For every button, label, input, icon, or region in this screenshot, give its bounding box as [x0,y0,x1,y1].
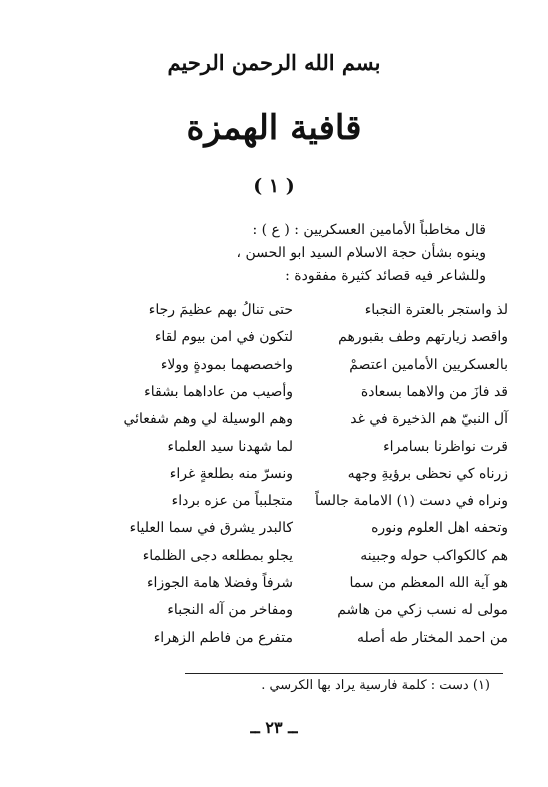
verse-second-hemistich: ونسرّ منه بطلعةٍ غراء [169,465,293,482]
verse-line [88,520,508,542]
footnote: (١) دست : كلمة فارسية يراد بها الكرسي . [261,678,490,693]
verse-first-hemistich: هم كالكواكب حوله وجبينه [360,547,508,564]
verse-line [88,630,508,652]
intro-line: وللشاعر فيه قصائد كثيرة مفقودة : [285,268,486,284]
page-number: ــ ٢٣ ــ [250,718,298,737]
verse-line [88,548,508,570]
verse-first-hemistich: آل النبيّ هم الذخيرة في غد [350,411,508,428]
verse-line [88,357,508,379]
verse-first-hemistich: قرت نواظرنا بسامراء [383,438,508,455]
verse-line [88,493,508,515]
footnote-divider [185,673,503,674]
verse-second-hemistich: وأصيب من عاداهما بشقاء [144,383,293,400]
verse-line [88,575,508,597]
verse-first-hemistich: لذ واستجر بالعترة النجباء [364,302,508,318]
verse-second-hemistich: يجلو بمطلعه دجى الظلماء [142,547,293,564]
verse-line [88,439,508,461]
basmala-heading: بسم الله الرحمن الرحيم [167,50,381,75]
verse-first-hemistich: من احمد المختار طه أصله [356,629,508,646]
verse-first-hemistich: هو آية الله المعظم من سما [349,575,508,591]
verse-line [88,329,508,351]
verse-first-hemistich: وتحفه اهل العلوم ونوره [371,520,508,537]
verse-second-hemistich: شرفاً وفضلا هامة الجوزاء [146,575,293,591]
poem-number: ( ١ ) [253,175,295,197]
verse-first-hemistich: بالعسكريين الأمامين اعتصمْ [349,356,508,373]
verse-second-hemistich: كالبدر يشرق في سما العلياء [129,520,293,537]
verse-first-hemistich: واقصد زيارتهم وطف بقبورهم [338,329,508,346]
verse-second-hemistich: حتى تنالُ بهم عظيمَ رجاء [148,302,293,318]
verse-second-hemistich: متفرع من فاطم الزهراء [153,629,293,646]
verse-first-hemistich: مولى له نسب زكي من هاشم [337,602,508,619]
verse-line [88,302,508,324]
verse-first-hemistich: زرناه كي نحظى برؤيةِ وجهه [347,465,508,482]
verse-second-hemistich: وهم الوسيلة لي وهم شفعائي [123,411,293,428]
verse-second-hemistich: متجلبباً من عزه برداء [171,493,293,510]
verse-second-hemistich: لتكون في امن بيوم لقاء [154,329,293,346]
verse-first-hemistich: ونراه في دست (١) الامامة جالساً [315,493,508,510]
intro-line: قال مخاطباً الأمامين العسكريين : ( ع ) : [252,222,486,238]
intro-line: وينوه بشأن حجة الاسلام السيد ابو الحسن ، [236,245,486,261]
verse-line [88,466,508,488]
verse-line [88,602,508,624]
verse-first-hemistich: قد فازَ من والاهما بسعادة [360,383,508,400]
verse-second-hemistich: ومفاخر من آله النجباء [167,602,293,619]
verse-line [88,411,508,433]
section-title: قافية الهمزة [186,108,362,148]
verse-second-hemistich: لما شهدنا سيد العلماء [167,438,293,455]
verse-second-hemistich: واخصصهما بمودةٍ وولاء [160,356,293,373]
verse-line [88,384,508,406]
